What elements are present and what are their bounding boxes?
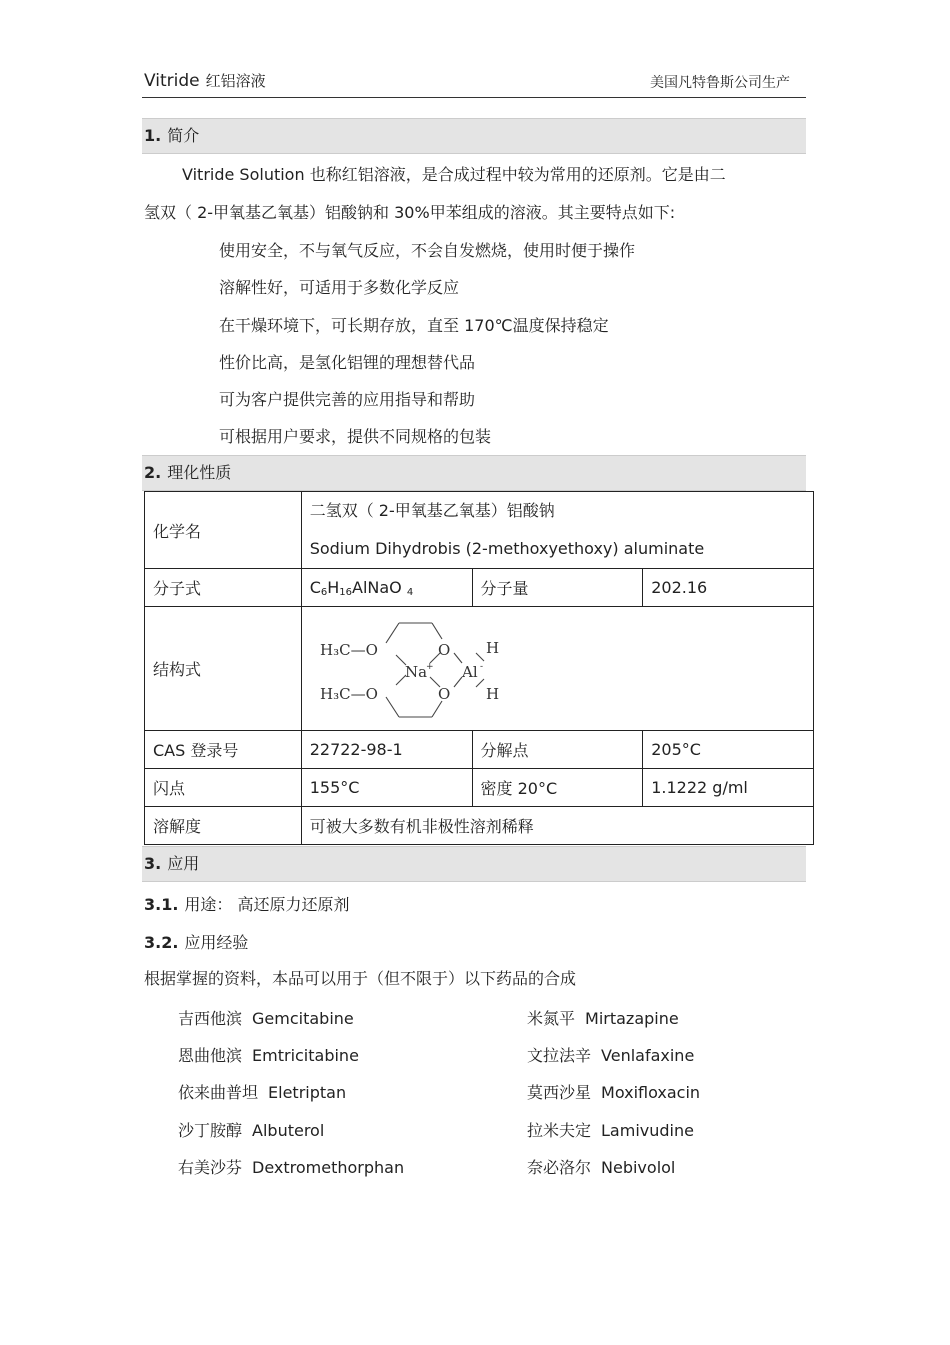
- density-value: 1.1222 g/ml: [643, 769, 814, 807]
- drug-name-en: Gemcitabine: [252, 1009, 354, 1028]
- header-product: [144, 70, 266, 91]
- feature-item: 性价比高，是氢化铝锂的理想替代品: [219, 353, 476, 372]
- hydrogen-top: H: [485, 638, 499, 657]
- flash-label: 闪点: [145, 769, 302, 807]
- solubility-value: 可被大多数有机非极性溶剂稀释: [301, 807, 813, 845]
- feature-item: 可根据用户要求，提供不同规格的包装: [219, 427, 492, 446]
- solubility-label: 溶解度: [145, 807, 302, 845]
- structure-cell: [301, 607, 813, 731]
- chem-name-cn: 二氢双（ 2-甲氧基乙氧基）铝酸钠: [309, 501, 555, 520]
- chem-name-en: Sodium Dihydrobis (2-methoxyethoxy) aluminate: [309, 539, 705, 558]
- formula-part: AlNaO: [352, 577, 402, 597]
- chem-name-label: 化学名: [145, 492, 302, 569]
- drug-item: [527, 1043, 694, 1066]
- mw-value: 202.16: [643, 569, 814, 607]
- usage-number: 3.1.: [144, 895, 179, 914]
- section-3-heading: [142, 846, 806, 882]
- table-row-formula: [145, 569, 814, 607]
- aluminum: Al: [461, 662, 478, 681]
- intro-line-2: 氢双（ 2-甲氧基乙氧基）铝酸钠和 30%甲苯组成的溶液。其主要特点如下:: [144, 203, 676, 222]
- bond: [454, 653, 462, 663]
- drug-name-cn: 沙丁胺醇: [178, 1121, 243, 1140]
- drug-item: [178, 1118, 324, 1141]
- experience-number: 3.2.: [144, 933, 179, 952]
- drug-name-cn: 右美沙芬: [178, 1158, 243, 1177]
- drug-name-cn: 吉西他滨: [178, 1009, 243, 1028]
- drug-name-cn: 依来曲普坦: [178, 1083, 259, 1102]
- section-3-number: 3.: [144, 854, 162, 873]
- drug-name-en: Venlafaxine: [601, 1046, 695, 1065]
- structure-label: 结构式: [145, 607, 302, 731]
- feature-item: 溶解性好，可适用于多数化学反应: [219, 278, 460, 297]
- section-3-title: 应用: [167, 854, 200, 873]
- table-row-structure: [145, 607, 814, 731]
- bond: [432, 701, 442, 717]
- table-row-solubility: [145, 807, 814, 845]
- feature-item: 使用安全，不与氧气反应，不会自发燃烧，使用时便于操作: [219, 241, 636, 260]
- header-product-en: Vitride: [144, 71, 200, 91]
- decomp-value: 205°C: [643, 731, 814, 769]
- section-1-heading: [142, 118, 806, 154]
- feature-item: 可为客户提供完善的应用指导和帮助: [219, 390, 476, 409]
- experience-heading: [144, 930, 248, 953]
- drug-name-en: Moxifloxacin: [601, 1083, 701, 1102]
- feature-item: 在干燥环境下，可长期存放，直至 170℃温度保持稳定: [219, 316, 609, 335]
- drug-item: [178, 1080, 346, 1103]
- table-row-cas: [145, 731, 814, 769]
- drug-name-cn: 文拉法辛: [527, 1046, 592, 1065]
- formula-label: 分子式: [145, 569, 302, 607]
- drug-name-cn: 莫西沙星: [527, 1083, 592, 1102]
- structural-formula: [310, 611, 510, 727]
- section-2-heading: [142, 455, 806, 491]
- table-row-chem-name: [145, 492, 814, 569]
- drug-item: [527, 1080, 700, 1103]
- drug-name-cn: 奈必洛尔: [527, 1158, 592, 1177]
- experience-title: 应用经验: [184, 933, 249, 952]
- table-row-flash: [145, 769, 814, 807]
- drug-item: [527, 1118, 694, 1141]
- sodium-charge: +: [425, 661, 434, 672]
- formula-subscript: 4: [406, 586, 414, 598]
- properties-table: [144, 491, 814, 845]
- drug-item: [178, 1043, 359, 1066]
- usage-text: 用途： 高还原力还原剂: [184, 895, 350, 914]
- hydrogen-bottom: H: [485, 684, 499, 703]
- section-1-title: 简介: [167, 126, 200, 145]
- section-2-title: 理化性质: [167, 463, 232, 482]
- bond: [454, 677, 462, 687]
- decomp-label: 分解点: [472, 731, 643, 769]
- cas-value: 22722-98-1: [301, 731, 472, 769]
- formula-value: [301, 569, 472, 607]
- header-manufacturer: 美国凡特鲁斯公司生产: [650, 75, 790, 91]
- section-2-number: 2.: [144, 463, 162, 482]
- drug-name-en: Mirtazapine: [585, 1009, 679, 1028]
- h3c-top: H₃C—O: [319, 640, 378, 659]
- density-label: 密度 20°C: [472, 769, 643, 807]
- drug-name-cn: 恩曲他滨: [178, 1046, 243, 1065]
- oxygen-top: O: [437, 640, 451, 659]
- formula-part: H: [327, 577, 340, 597]
- intro-line-1: Vitride Solution 也称红铝溶液，是合成过程中较为常用的还原剂。它是由二: [182, 165, 726, 184]
- oxygen-bottom: O: [437, 684, 451, 703]
- header-divider: [142, 97, 806, 98]
- cas-label: CAS 登录号: [145, 731, 302, 769]
- drug-name-en: Dextromethorphan: [252, 1158, 405, 1177]
- mw-label: 分子量: [472, 569, 643, 607]
- header-product-cn: 红铝溶液: [205, 72, 266, 90]
- drug-intro: 根据掌握的资料，本品可以用于（但不限于）以下药品的合成: [144, 969, 577, 988]
- drug-name-cn: 拉米夫定: [527, 1121, 592, 1140]
- aluminum-charge: -: [479, 661, 483, 672]
- bond: [386, 697, 399, 717]
- section-1-number: 1.: [144, 126, 162, 145]
- formula-part: C: [309, 577, 321, 597]
- drug-name-en: Eletriptan: [268, 1083, 347, 1102]
- usage-line: [144, 892, 350, 915]
- drug-item: [527, 1155, 675, 1178]
- drug-name-en: Emtricitabine: [252, 1046, 359, 1065]
- sodium: Na: [404, 662, 427, 681]
- drug-name-en: Nebivolol: [601, 1158, 676, 1177]
- flash-value: 155°C: [301, 769, 472, 807]
- drug-item: [178, 1155, 404, 1178]
- bond: [476, 653, 484, 661]
- formula-subscript: 16: [339, 586, 353, 598]
- bond: [386, 623, 399, 643]
- chem-name-value: [301, 492, 813, 569]
- drug-item: [527, 1006, 679, 1029]
- h3c-bottom: H₃C—O: [319, 684, 378, 703]
- drug-name-cn: 米氮平: [527, 1009, 576, 1028]
- drug-name-en: Lamivudine: [601, 1121, 694, 1140]
- bond: [432, 623, 442, 639]
- drug-name-en: Albuterol: [252, 1121, 325, 1140]
- formula-subscript: 6: [320, 586, 328, 598]
- drug-item: [178, 1006, 354, 1029]
